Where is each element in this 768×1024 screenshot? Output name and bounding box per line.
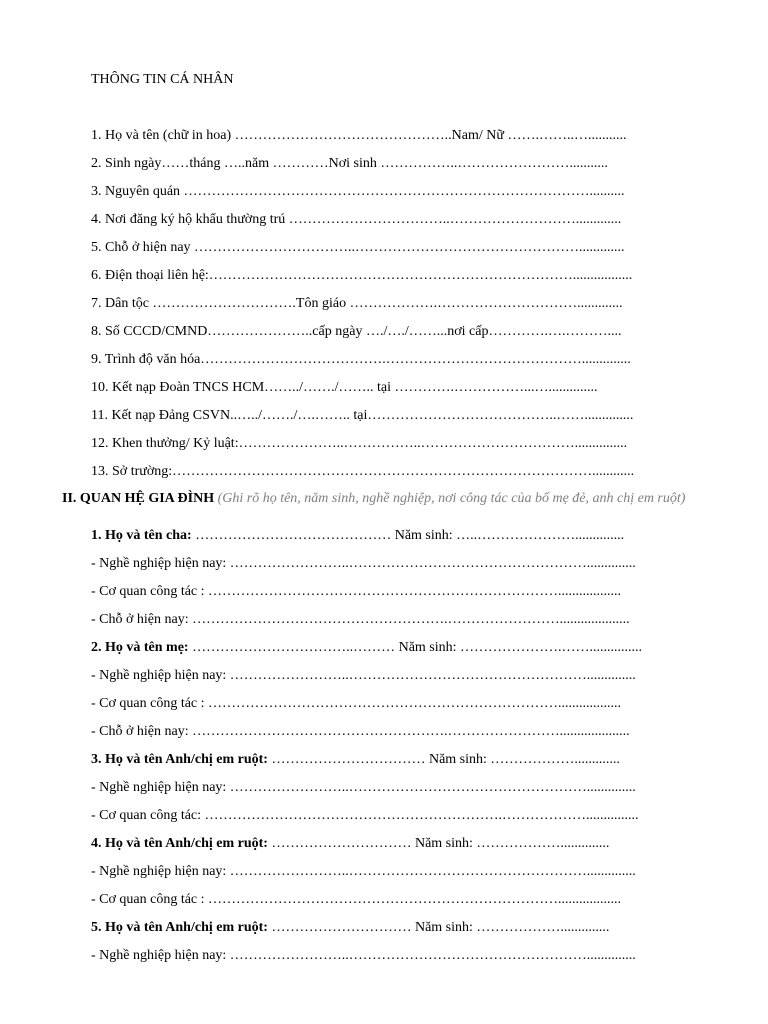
- family-member-line: [91, 835, 685, 853]
- family-field-text: - Cơ quan công tác : …………………………………………………………………..................: [91, 892, 622, 907]
- family-detail-line: [91, 611, 685, 629]
- family-field-text: - Nghề nghiệp hiện nay: ……………………..……………………………………………..............: [91, 556, 636, 571]
- family-member-line: [91, 527, 685, 545]
- family-member-label: 1. Họ và tên cha:: [91, 528, 192, 543]
- family-member-label: 3. Họ và tên Anh/chị em ruột:: [91, 752, 268, 767]
- personal-field-line: 7. Dân tộc ………………………….Tôn giáo ……………….………………………….............: [91, 296, 623, 311]
- personal-field-line: 3. Nguyên quán ……………………………………………………………………………..........: [91, 184, 625, 199]
- family-member-line: [91, 751, 685, 769]
- personal-field-line: 12. Khen thưởng/ Kỷ luật:…………………..……………..……………………………...............: [91, 436, 628, 451]
- family-detail-line: [91, 695, 685, 713]
- family-member-label: 5. Họ và tên Anh/chị em ruột:: [91, 920, 268, 935]
- personal-field-line: 1. Họ và tên (chữ in hoa) ………………………………………..Nam/ Nữ …….……..…...........: [91, 128, 627, 143]
- personal-field-line: 11. Kết nạp Đảng CSVN..…../……./….…….. tại…………………………………..……..............: [91, 408, 634, 423]
- personal-field-line: 4. Nơi đăng ký hộ khẩu thường trú ……………………………..……………………….............: [91, 212, 622, 227]
- personal-field-line: 8. Số CCCD/CMND…………………..cấp ngày …./…./……...nơi cấp………….….………....: [91, 324, 622, 339]
- personal-field-line: 6. Điện thoại liên hệ:…………………………………………………………………….................: [91, 268, 633, 283]
- family-member-label: 4. Họ và tên Anh/chị em ruột:: [91, 836, 268, 851]
- family-field-text: - Nghề nghiệp hiện nay: ……………………..……………………………………………..............: [91, 948, 636, 963]
- personal-field-line: 2. Sinh ngày……tháng …..năm …………Nơi sinh ……………..……………………...........: [91, 156, 608, 171]
- family-field-text: ………………………… Năm sinh: ………………..............: [267, 836, 610, 851]
- family-detail-line: [91, 667, 685, 685]
- family-field-text: - Nghề nghiệp hiện nay: ……………………..……………………………………………..............: [91, 668, 636, 683]
- family-field-text: - Nghề nghiệp hiện nay: ……………………..……………………………………………..............: [91, 864, 636, 879]
- family-member-line: [91, 919, 685, 937]
- family-hint: (Ghi rõ họ tên, năm sinh, nghề nghiệp, nơi công tác của bố mẹ đẻ, anh chị em ruột): [217, 491, 686, 506]
- personal-field-line: 5. Chỗ ở hiện nay ……………………………..………………………………………….............: [91, 240, 625, 255]
- family-field-text: - Cơ quan công tác: ……………………………………………………….………………...............: [91, 808, 639, 823]
- family-detail-line: [91, 723, 685, 741]
- family-detail-line: [91, 583, 685, 601]
- family-detail-line: [91, 779, 685, 797]
- family-heading: II. QUAN HỆ GIA ĐÌNH: [62, 491, 215, 506]
- family-member-line: [91, 639, 685, 657]
- family-detail-line: [91, 947, 685, 965]
- family-detail-line: [91, 891, 685, 909]
- family-field-text: …………………………… Năm sinh: ……………….............: [267, 752, 620, 767]
- page-title: THÔNG TIN CÁ NHÂN: [91, 72, 234, 87]
- family-detail-line: [91, 555, 685, 573]
- personal-field-line: 13. Sở trường:………………………………………………………………………………............: [91, 464, 635, 479]
- family-field-text: - Cơ quan công tác : …………………………………………………………………..................: [91, 584, 622, 599]
- family-field-text: - Chỗ ở hiện nay: ……………………………………………….……………………....................: [91, 724, 630, 739]
- family-field-text: ………………………… Năm sinh: ………………..............: [267, 920, 610, 935]
- personal-field-line: 10. Kết nạp Đoàn TNCS HCM……../……./…….. tại ………….……………...…..............: [91, 380, 598, 395]
- family-detail-line: [91, 863, 685, 881]
- family-member-label: 2. Họ và tên mẹ:: [91, 640, 189, 655]
- family-field-text: …………………………………… Năm sinh: …..…………………..............: [191, 528, 625, 543]
- family-field-text: - Nghề nghiệp hiện nay: ……………………..……………………………………………..............: [91, 780, 636, 795]
- family-section-heading: [62, 490, 692, 507]
- family-field-text: - Cơ quan công tác : …………………………………………………………………..................: [91, 696, 622, 711]
- family-field-text: - Chỗ ở hiện nay: ……………………………………………….……………………....................: [91, 612, 630, 627]
- family-field-text: ……………………………..……… Năm sinh: ………………….……...............: [188, 640, 643, 655]
- family-detail-line: [91, 807, 685, 825]
- personal-field-line: 9. Trình độ văn hóa………………………………….……………………………………..............: [91, 352, 631, 367]
